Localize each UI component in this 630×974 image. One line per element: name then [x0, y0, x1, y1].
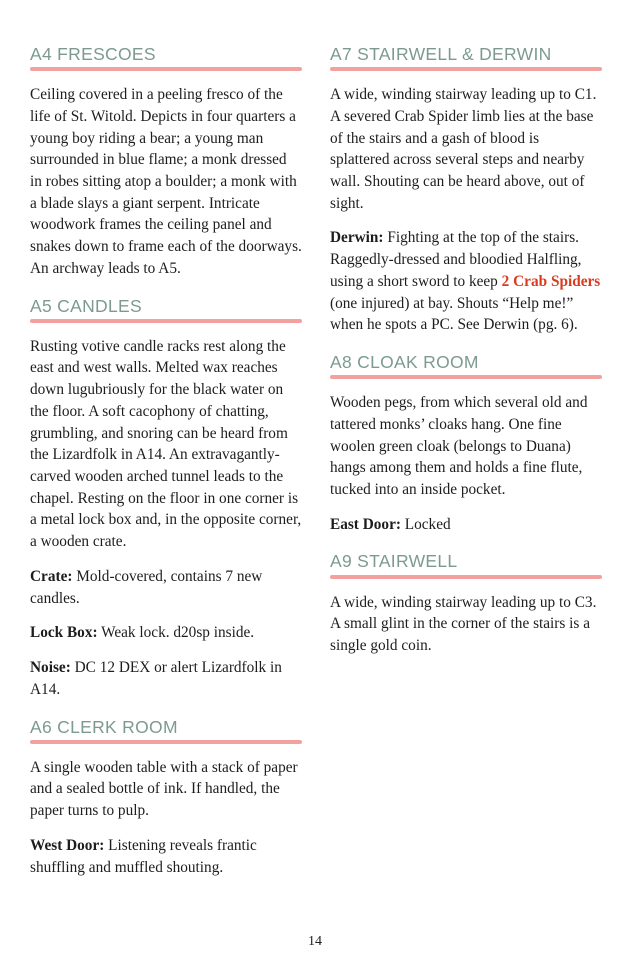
paragraph-noise	[30, 657, 302, 700]
section-heading: A9 STAIRWELL	[330, 551, 458, 572]
heading-rule	[330, 375, 602, 379]
heading-rule	[30, 319, 302, 323]
paragraph: A wide, winding stairway leading up to C3. A small glint in the corner of the stairs is a single gold coin.	[330, 593, 597, 655]
paragraph-lock-box	[30, 622, 302, 644]
paragraph-derwin	[330, 227, 602, 336]
paragraph-text: Mold-covered, contains 7 new candles.	[30, 567, 263, 607]
paragraph-lead: Lock Box:	[30, 624, 98, 642]
heading-rule	[30, 67, 302, 71]
paragraph-lead: Derwin:	[330, 229, 384, 247]
paragraph-lead: East Door:	[330, 515, 401, 533]
paragraph-lead: Noise:	[30, 659, 71, 677]
right-column	[330, 44, 602, 673]
paragraph: A single wooden table with a stack of paper and a sealed bottle of ink. If handled, the paper turns to pulp.	[30, 758, 298, 820]
section-heading: A7 STAIRWELL & DERWIN	[330, 44, 552, 64]
paragraph-text: Locked	[400, 515, 451, 533]
heading-rule	[330, 67, 602, 71]
paragraph-west-door	[30, 835, 302, 878]
section-heading: A5 CANDLES	[30, 295, 142, 316]
heading-rule	[30, 740, 302, 744]
paragraph-text: Listening reveals frantic shuffling and muffled shouting.	[30, 836, 257, 876]
section-a9-stairwell	[330, 551, 602, 656]
paragraph-crate	[30, 566, 302, 609]
section-a4-frescoes	[30, 44, 302, 280]
left-column	[30, 44, 302, 894]
two-column-layout	[30, 44, 600, 894]
paragraph-lead: Crate:	[30, 567, 73, 585]
section-heading: A8 CLOAK ROOM	[330, 352, 479, 373]
monster-reference: 2 Crab Spiders	[501, 272, 601, 290]
paragraph: A wide, winding stairway leading up to C1. A severed Crab Spider limb lies at the base of the stairs and a gash of blood is splattered across several steps and nearby wall. Shouting can be heard above, out of sight.	[330, 86, 597, 212]
section-heading: A4 FRESCOES	[30, 44, 156, 64]
paragraph: Ceiling covered in a peeling fresco of the life of St. Witold. Depicts in four quarters a young boy riding a bear; a young man surrounded in blue flame; a monk dressed in robes sitting atop a boulder; a monk with a blade slays a giant serpent. Intricate woodwork frames the ceiling panel and snakes down to frame each of the doorways. An archway leads to A5.	[30, 86, 302, 277]
page-number: 14	[308, 934, 322, 949]
paragraph-text: DC 12 DEX or alert Lizardfolk in A14.	[30, 659, 282, 698]
paragraph-east-door	[330, 514, 602, 536]
section-a5-candles	[30, 296, 302, 701]
paragraph-text: Weak lock. d20sp inside.	[97, 624, 255, 642]
paragraph: Rusting votive candle racks rest along the east and west walls. Melted wax reaches down lugubriously for the black water on the floor. A soft cacophony of chatting, grumbling, and snoring can be heard from the Lizardfolk in A14. An extravagantly-carved wooden arched tunnel leads to the chapel. Resting on the floor in one corner is a metal lock box and, in the opposite corner, a wooden crate.	[30, 337, 302, 551]
section-a7-stairwell-derwin	[330, 44, 602, 336]
paragraph-lead: West Door:	[30, 836, 105, 854]
section-a6-clerk-room	[30, 717, 302, 879]
paragraph-text-after: (one injured) at bay. Shouts “Help me!” when he spots a PC. See Derwin (pg. 6).	[330, 294, 578, 334]
section-heading: A6 CLERK ROOM	[30, 716, 178, 737]
paragraph-text: Fighting at the top of the stairs. Raggedly-dressed and bloodied Halfling, using a short sword to keep	[330, 229, 582, 290]
heading-rule	[330, 575, 602, 579]
paragraph: Wooden pegs, from which several old and tattered monks’ cloaks hang. One fine woolen green cloak (belongs to Duana) hangs among them and holds a fine flute, tucked into an inside pocket.	[330, 394, 588, 499]
section-a8-cloak-room	[330, 352, 602, 535]
